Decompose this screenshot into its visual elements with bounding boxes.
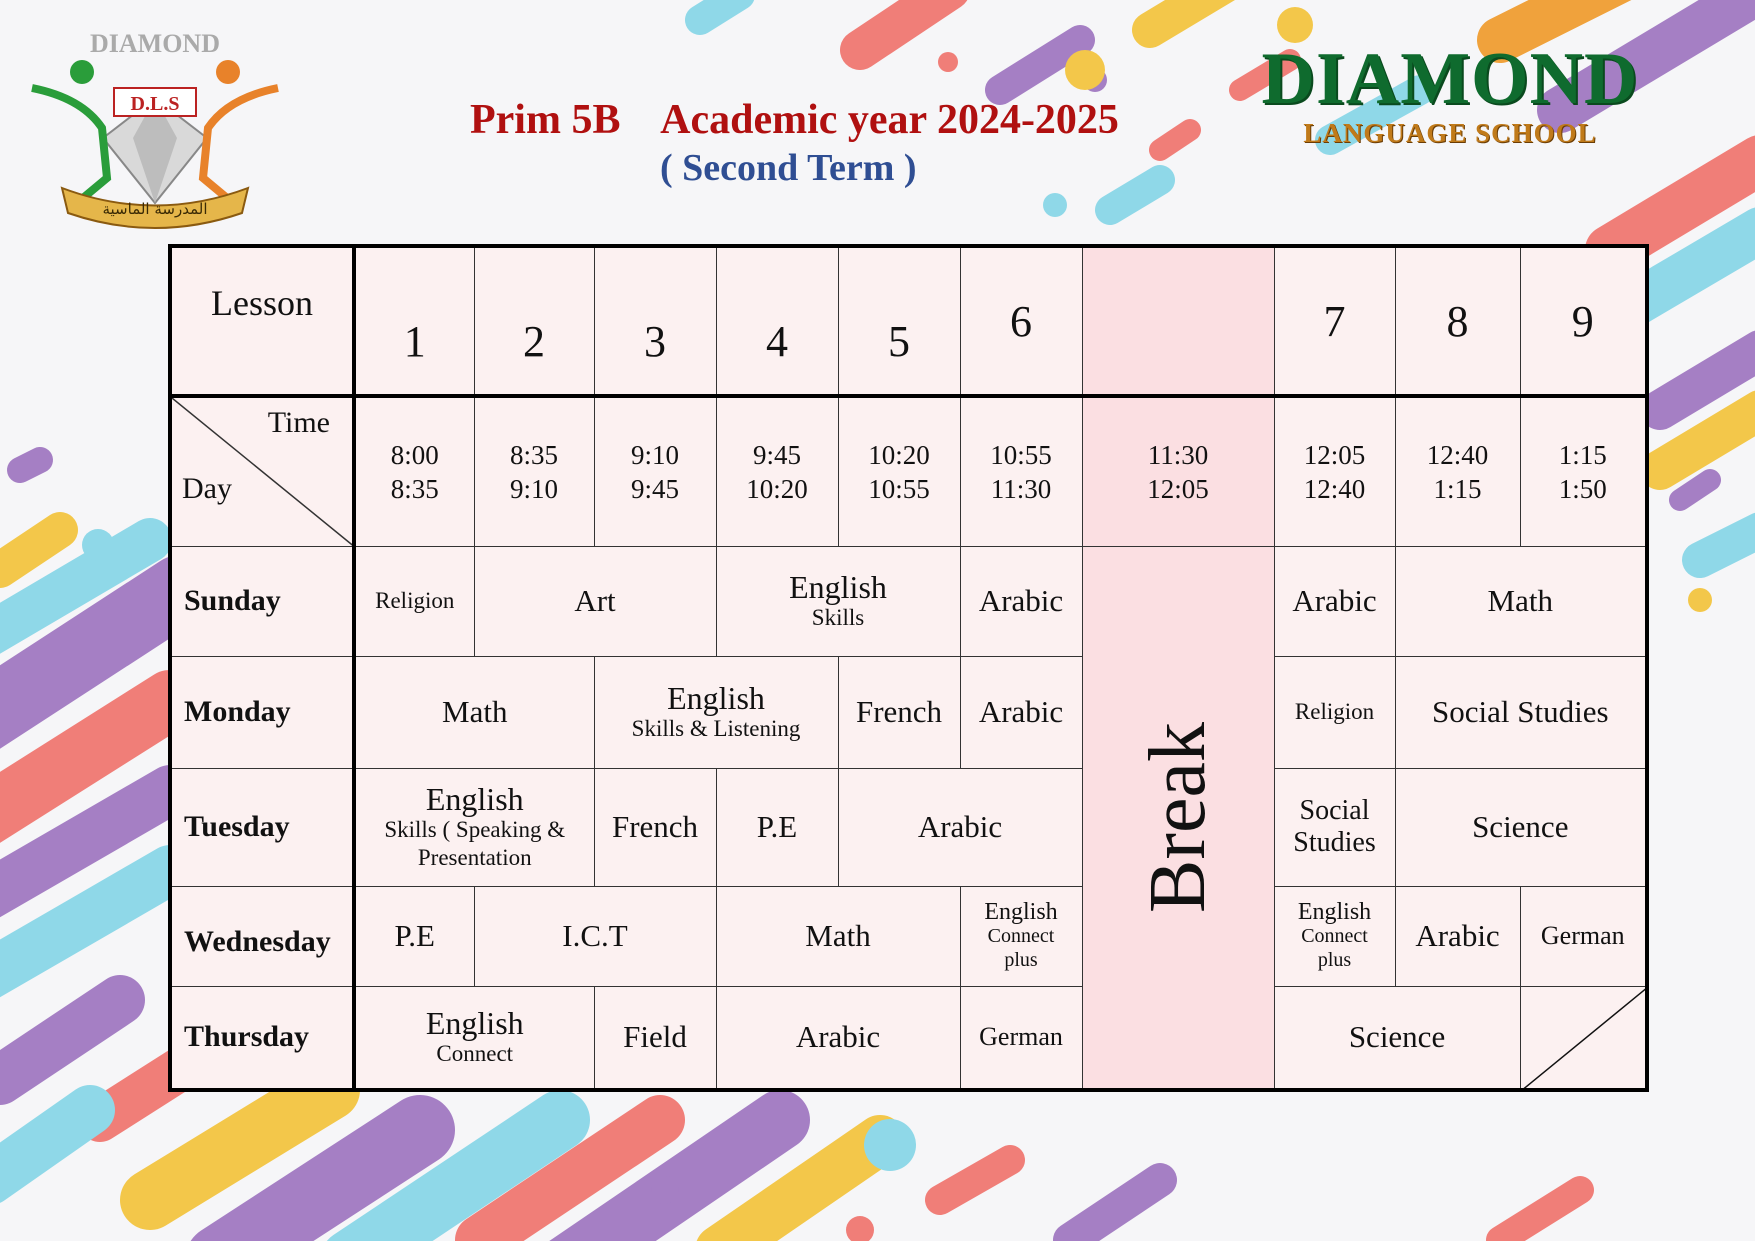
subject-cell: Arabic bbox=[716, 986, 960, 1090]
subject-cell: Science bbox=[1395, 768, 1647, 886]
lesson-number: 1 bbox=[354, 246, 474, 396]
lesson-number: 4 bbox=[716, 246, 838, 396]
subject-cell: Math bbox=[716, 886, 960, 986]
time-slot: 10:20 10:55 bbox=[838, 396, 960, 546]
brand-name: DIAMOND bbox=[1261, 38, 1639, 120]
subject-cell: Social Studies bbox=[1274, 768, 1395, 886]
subject-cell: Arabic bbox=[960, 546, 1082, 656]
lesson-number: 7 bbox=[1274, 246, 1395, 396]
time-slot: 10:55 11:30 bbox=[960, 396, 1082, 546]
svg-text:المدرسة الماسية: المدرسة الماسية bbox=[102, 200, 208, 218]
day-label-tuesday: Tuesday bbox=[170, 768, 354, 886]
break-column bbox=[1082, 546, 1274, 1090]
time-slot: 12:05 12:40 bbox=[1274, 396, 1395, 546]
break-header-cell bbox=[1082, 246, 1274, 396]
timetable bbox=[168, 244, 1649, 1092]
day-label-wednesday: Wednesday bbox=[170, 886, 354, 986]
lesson-number: 5 bbox=[838, 246, 960, 396]
day-row-wednesday bbox=[170, 886, 1647, 986]
lesson-number-row bbox=[170, 246, 1647, 396]
subject-cell: Math bbox=[354, 656, 594, 768]
lesson-number: 8 bbox=[1395, 246, 1520, 396]
subject-cell: English Skills ( Speaking & Presentation bbox=[354, 768, 594, 886]
subject-cell: I.C.T bbox=[474, 886, 716, 986]
day-label-thursday: Thursday bbox=[170, 986, 354, 1090]
subject-cell: Religion bbox=[1274, 656, 1395, 768]
time-slot: 8:00 8:35 bbox=[354, 396, 474, 546]
empty-slot-diagonal bbox=[1521, 987, 1648, 1091]
subject-cell: English Connect plus bbox=[960, 886, 1082, 986]
subject-cell: Field bbox=[594, 986, 716, 1090]
subject-cell: P.E bbox=[354, 886, 474, 986]
break-time-slot: 11:30 12:05 bbox=[1082, 396, 1274, 546]
subject-cell: Arabic bbox=[960, 656, 1082, 768]
subject-cell: English Skills bbox=[716, 546, 960, 656]
brand-subtitle: LANGUAGE SCHOOL bbox=[1303, 118, 1597, 148]
break-label: Break bbox=[1133, 721, 1222, 913]
school-brand-logo bbox=[1240, 40, 1660, 160]
subject-cell: French bbox=[594, 768, 716, 886]
time-slot: 1:15 1:50 bbox=[1520, 396, 1647, 546]
empty-slot-crossed bbox=[1520, 986, 1647, 1090]
svg-text:D.L.S: D.L.S bbox=[130, 93, 180, 115]
day-label: Day bbox=[182, 472, 232, 505]
subject-cell: Social Studies bbox=[1395, 656, 1647, 768]
page-title: Prim 5B Academic year 2024-2025 bbox=[470, 97, 1119, 143]
subject-cell: English Skills & Listening bbox=[594, 656, 838, 768]
lesson-number: 3 bbox=[594, 246, 716, 396]
subject-cell: German bbox=[960, 986, 1082, 1090]
subject-cell: Arabic bbox=[1274, 546, 1395, 656]
lesson-number: 2 bbox=[474, 246, 594, 396]
page-subtitle: ( Second Term ) bbox=[660, 147, 917, 189]
lesson-number: 9 bbox=[1520, 246, 1647, 396]
time-slot: 9:10 9:45 bbox=[594, 396, 716, 546]
time-slot: 12:40 1:15 bbox=[1395, 396, 1520, 546]
time-label: Time bbox=[267, 406, 330, 439]
subject-cell: French bbox=[838, 656, 960, 768]
day-label-monday: Monday bbox=[170, 656, 354, 768]
subject-cell: Religion bbox=[354, 546, 474, 656]
day-label-sunday: Sunday bbox=[170, 546, 354, 656]
time-slot: 9:45 10:20 bbox=[716, 396, 838, 546]
subject-cell: P.E bbox=[716, 768, 838, 886]
lesson-number: 6 bbox=[960, 246, 1082, 396]
time-row bbox=[170, 396, 1647, 546]
day-row-monday bbox=[170, 656, 1647, 768]
lesson-header: Lesson bbox=[170, 246, 354, 396]
time-slot: 8:35 9:10 bbox=[474, 396, 594, 546]
school-crest-logo bbox=[22, 28, 288, 238]
svg-text:DIAMOND: DIAMOND bbox=[90, 29, 220, 58]
day-row-sunday bbox=[170, 546, 1647, 656]
subject-cell: Arabic bbox=[1395, 886, 1520, 986]
day-row-thursday bbox=[170, 986, 1647, 1090]
subject-cell: Math bbox=[1395, 546, 1647, 656]
time-day-corner bbox=[170, 396, 354, 546]
subject-cell: Arabic bbox=[838, 768, 1082, 886]
subject-cell: English Connect plus bbox=[1274, 886, 1395, 986]
subject-cell: English Connect bbox=[354, 986, 594, 1090]
subject-cell: Art bbox=[474, 546, 716, 656]
day-row-tuesday bbox=[170, 768, 1647, 886]
subject-cell: German bbox=[1520, 886, 1647, 986]
subject-cell: Science bbox=[1274, 986, 1520, 1090]
